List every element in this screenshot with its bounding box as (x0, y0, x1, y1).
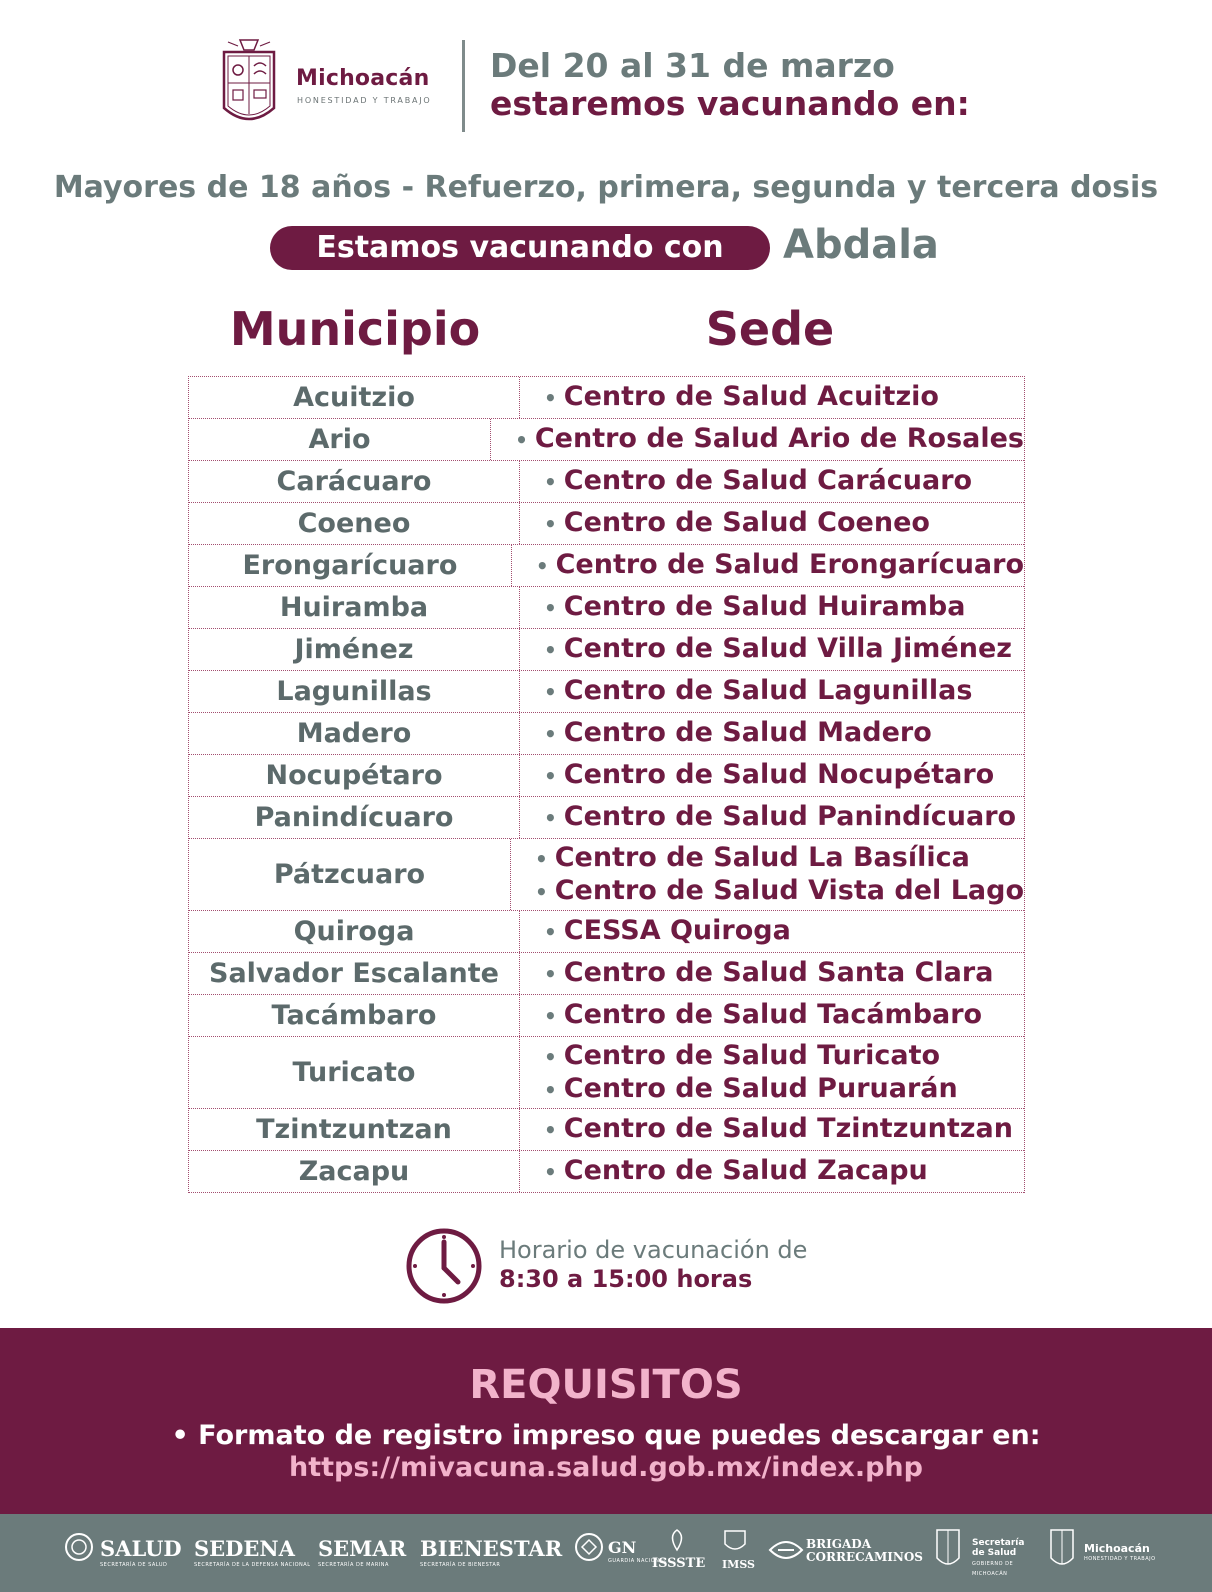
table-row (189, 995, 1024, 1037)
sede-item: • Centro de Salud Ario de Rosales (515, 423, 1024, 456)
sede-cell (520, 1037, 1024, 1108)
logo-bienestar: BIENESTAR SECRETARÍA DE BIENESTAR (420, 1536, 563, 1568)
municipio-cell: Carácuaro (189, 461, 520, 502)
table-row (189, 911, 1024, 953)
issste-emblem-icon (664, 1528, 690, 1552)
logo-issste: ISSSTE (652, 1556, 706, 1571)
sede-cell (520, 461, 1024, 502)
sede-cell (520, 911, 1024, 952)
sede-item: • Centro de Salud Villa Jiménez (544, 633, 1024, 666)
municipio-cell: Tacámbaro (189, 995, 520, 1036)
sede-cell (520, 629, 1024, 670)
sede-item: • Centro de Salud Tzintzuntzan (544, 1113, 1024, 1146)
requirements-title: REQUISITOS (469, 1362, 743, 1408)
requirements-item: • Formato de registro impreso que puedes descargar en: (171, 1420, 1041, 1451)
clock-icon (404, 1226, 484, 1306)
sede-cell (520, 755, 1024, 796)
table-row (189, 629, 1024, 671)
sede-item: • Centro de Salud Carácuaro (544, 465, 1024, 498)
table-row (189, 755, 1024, 797)
logo-salud: SALUD SECRETARÍA DE SALUD (100, 1536, 182, 1568)
municipio-cell: Coeneo (189, 503, 520, 544)
brand-tagline: HONESTIDAD Y TRABAJO (297, 96, 432, 105)
sede-item: • Centro de Salud Huiramba (544, 591, 1024, 624)
sede-cell (520, 1109, 1024, 1150)
logo-secretaria-salud: Secretaría de Salud GOBIERNO DE MICHOACÁN (972, 1538, 1025, 1577)
column-header-sede: Sede (705, 302, 835, 356)
sede-item: • Centro de Salud Madero (544, 717, 1024, 750)
table-row (189, 587, 1024, 629)
headline: estaremos vacunando en: (490, 84, 970, 123)
sede-cell (520, 953, 1024, 994)
sede-cell (520, 671, 1024, 712)
municipio-cell: Jiménez (189, 629, 520, 670)
municipio-cell: Ario (189, 419, 491, 460)
vaccine-name: Abdala (783, 222, 939, 268)
municipio-cell: Panindícuaro (189, 797, 520, 838)
table-row (189, 1109, 1024, 1151)
municipio-cell: Pátzcuaro (189, 839, 511, 910)
table-row (189, 503, 1024, 545)
gn-emblem-icon (574, 1532, 604, 1562)
table-row (189, 797, 1024, 839)
table-row (189, 419, 1024, 461)
sede-cell (520, 377, 1024, 418)
brand-name: Michoacán (296, 66, 430, 91)
michoacan-shield-icon (1048, 1526, 1076, 1570)
sede-item: • Centro de Salud Erongarícuaro (536, 549, 1024, 582)
sede-cell (511, 839, 1024, 910)
sede-cell (520, 1151, 1024, 1192)
logo-michoacan: Michoacán HONESTIDAD Y TRABAJO (1084, 1542, 1156, 1562)
table-row (189, 1151, 1024, 1193)
table-row (189, 953, 1024, 995)
municipio-cell: Turicato (189, 1037, 520, 1108)
municipio-cell: Nocupétaro (189, 755, 520, 796)
municipio-cell: Huiramba (189, 587, 520, 628)
municipio-cell: Acuitzio (189, 377, 520, 418)
table-row (189, 713, 1024, 755)
municipio-cell: Zacapu (189, 1151, 520, 1192)
footer-logos (0, 1514, 1212, 1592)
table-row (189, 545, 1024, 587)
secretaria-shield-icon (934, 1526, 962, 1570)
municipio-cell: Lagunillas (189, 671, 520, 712)
sede-item: • Centro de Salud Tacámbaro (544, 999, 1024, 1032)
registration-link[interactable]: https://mivacuna.salud.gob.mx/index.php (289, 1452, 923, 1483)
sites-table (188, 376, 1025, 1193)
sede-item: • Centro de Salud Santa Clara (544, 957, 1024, 990)
sede-item: • Centro de Salud Panindícuaro (544, 801, 1024, 834)
header (0, 28, 1212, 138)
sede-item: • Centro de Salud La Basílica (535, 842, 1024, 875)
sede-item: • Centro de Salud Puruarán (544, 1073, 1024, 1106)
sede-item: • Centro de Salud Nocupétaro (544, 759, 1024, 792)
column-header-municipio: Municipio (229, 302, 481, 356)
sede-item: • Centro de Salud Coeneo (544, 507, 1024, 540)
logo-gn: GN GUARDIA NACIONAL (608, 1538, 667, 1564)
sede-cell (520, 503, 1024, 544)
municipio-cell: Quiroga (189, 911, 520, 952)
header-divider (462, 40, 465, 132)
subtitle: Mayores de 18 años - Refuerzo, primera, segunda y tercera dosis (53, 170, 1159, 205)
table-row (189, 377, 1024, 419)
sede-cell (520, 995, 1024, 1036)
sede-item: • Centro de Salud Lagunillas (544, 675, 1024, 708)
sede-item: • Centro de Salud Turicato (544, 1040, 1024, 1073)
municipio-cell: Erongarícuaro (189, 545, 512, 586)
sede-item: • Centro de Salud Zacapu (544, 1155, 1024, 1188)
table-row (189, 1037, 1024, 1109)
table-row (189, 671, 1024, 713)
sede-cell (512, 545, 1024, 586)
logo-brigada: BRIGADA CORRECAMINOS (806, 1537, 923, 1564)
logo-semar: SEMAR SECRETARÍA DE MARINA (318, 1536, 407, 1568)
table-row (189, 839, 1024, 911)
logo-imss: IMSS (722, 1558, 755, 1571)
table-row (189, 461, 1024, 503)
sede-cell (491, 419, 1024, 460)
sede-item: • Centro de Salud Vista del Lago (535, 875, 1024, 908)
imss-emblem-icon (722, 1528, 748, 1554)
municipio-cell: Salvador Escalante (189, 953, 520, 994)
michoacan-shield-logo (218, 38, 280, 130)
municipio-cell: Tzintzuntzan (189, 1109, 520, 1150)
municipio-cell: Madero (189, 713, 520, 754)
sede-cell (520, 713, 1024, 754)
salud-emblem-icon (64, 1532, 94, 1562)
sede-item: • CESSA Quiroga (544, 915, 1024, 948)
sede-cell (520, 797, 1024, 838)
sede-cell (520, 587, 1024, 628)
brigada-emblem-icon (768, 1536, 804, 1564)
logo-sedena: SEDENA SECRETARÍA DE LA DEFENSA NACIONAL (194, 1536, 311, 1568)
schedule-hours: 8:30 a 15:00 horas (499, 1265, 753, 1293)
requirements-section (0, 1328, 1212, 1514)
vaccine-pill: Estamos vacunando con (270, 226, 770, 270)
date-range: Del 20 al 31 de marzo (490, 46, 895, 85)
sede-item: • Centro de Salud Acuitzio (544, 381, 1024, 414)
schedule-label: Horario de vacunación de (499, 1236, 808, 1264)
